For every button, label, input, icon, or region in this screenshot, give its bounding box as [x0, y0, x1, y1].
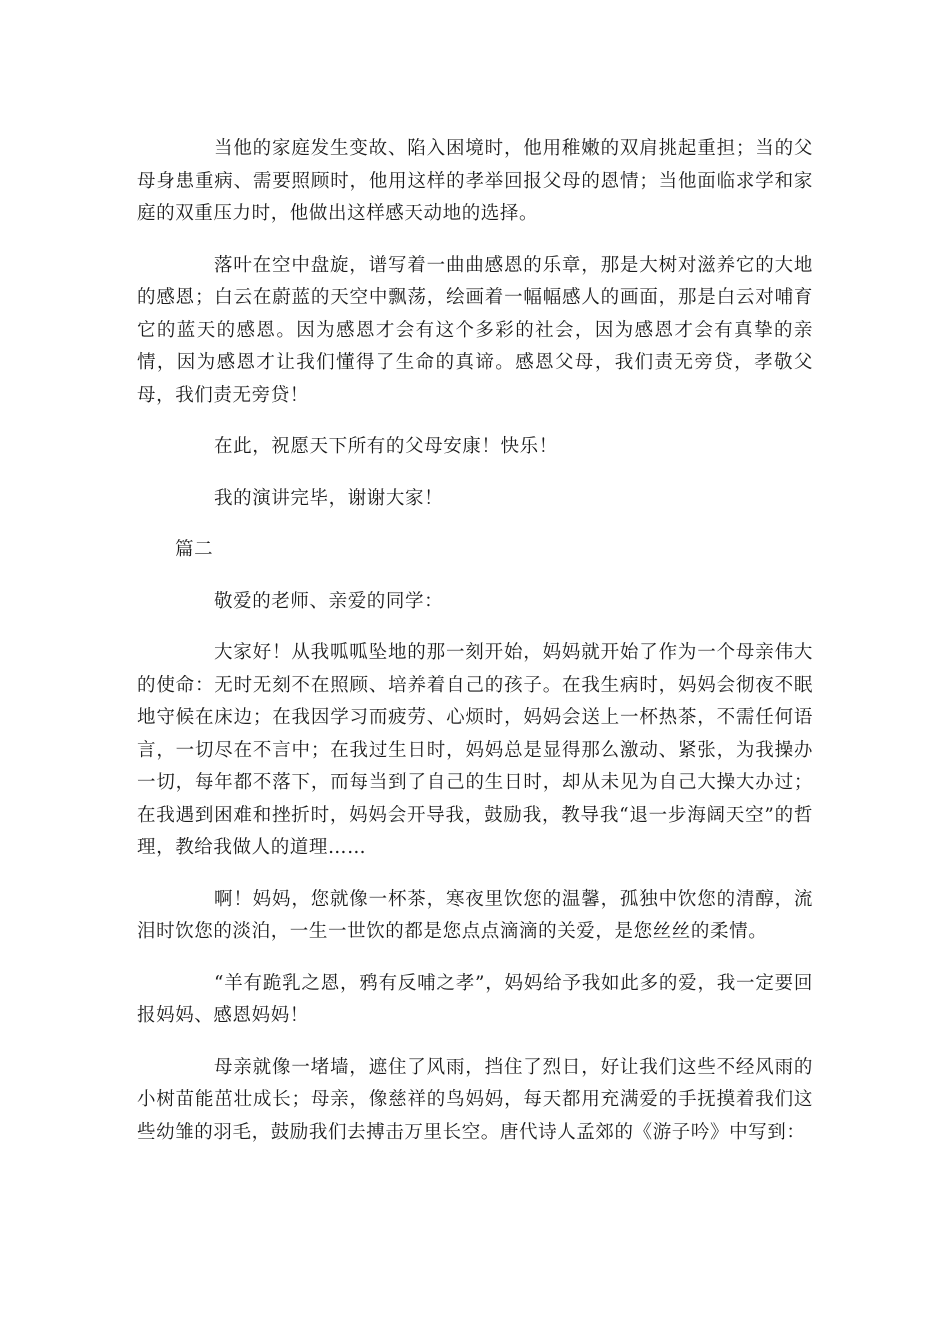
- paragraph-repay-mother: “羊有跪乳之恩，鸦有反哺之孝”，妈妈给予我如此多的爱，我一定要回报妈妈、感恩妈妈！: [137, 972, 813, 1026]
- paragraph-mother-tea: 啊！妈妈，您就像一杯茶，寒夜里饮您的温馨，孤独中饮您的清醇，流泪时饮您的淡泊，一生一世饮的都是您点点滴滴的关爱，是您丝丝的柔情。: [137, 888, 813, 942]
- document-body: [137, 133, 813, 1168]
- paragraph-salutation: 敬爱的老师、亲爱的同学：: [214, 590, 444, 612]
- paragraph-gratitude-nature: 落叶在空中盘旋，谱写着一曲曲感恩的乐章，那是大树对滋养它的大地的感恩；白云在蔚蓝的天空中飘荡，绘画着一幅幅感人的画面，那是白云对哺育它的蓝天的感恩。因为感恩才会有这个多彩的社会，因为感恩才会有真挚的亲情，因为感恩才让我们懂得了生命的真谛。感恩父母，我们责无旁贷，孝敬父母，我们责无旁贷！: [137, 254, 813, 406]
- paragraph-wishes: 在此，祝愿天下所有的父母安康！快乐！: [214, 436, 558, 457]
- paragraph-speech-end: 我的演讲完毕，谢谢大家！: [214, 487, 444, 509]
- paragraph-mother-wall: 母亲就像一堵墙，遮住了风雨，挡住了烈日，好让我们这些不经风雨的小树苗能茁壮成长；母亲，像慈祥的鸟妈妈，每天都用充满爱的手抚摸着我们这些幼雏的羽毛，鼓励我们去搏击万里长空。唐代诗人孟郊的《游子吟》中写到：: [137, 1056, 813, 1143]
- section-heading: 篇二: [175, 539, 214, 560]
- paragraph-mother-mission: 大家好！从我呱呱坠地的那一刻开始，妈妈就开始了作为一个母亲伟大的使命：无时无刻不在照顾、培养着自己的孩子。在我生病时，妈妈会彻夜不眠地守候在床边；在我因学习而疲劳、心烦时，妈妈会送上一杯热茶，不需任何语言，一切尽在不言中；在我过生日时，妈妈总是显得那么激动、紧张，为我操办一切，每年都不落下，而每当到了自己的生日时，却从未见为自己大操大办过；在我遇到困难和挫折时，妈妈会开导我，鼓励我，教导我“退一步海阔天空”的哲理，教给我做人的道理……: [137, 642, 813, 858]
- paragraph-family-hardship: 当他的家庭发生变故、陷入困境时，他用稚嫩的双肩挑起重担；当的父母身患重病、需要照顾时，他用这样的孝举回报父母的恩情；当他面临求学和家庭的双重压力时，他做出这样感天动地的选择。: [137, 138, 813, 224]
